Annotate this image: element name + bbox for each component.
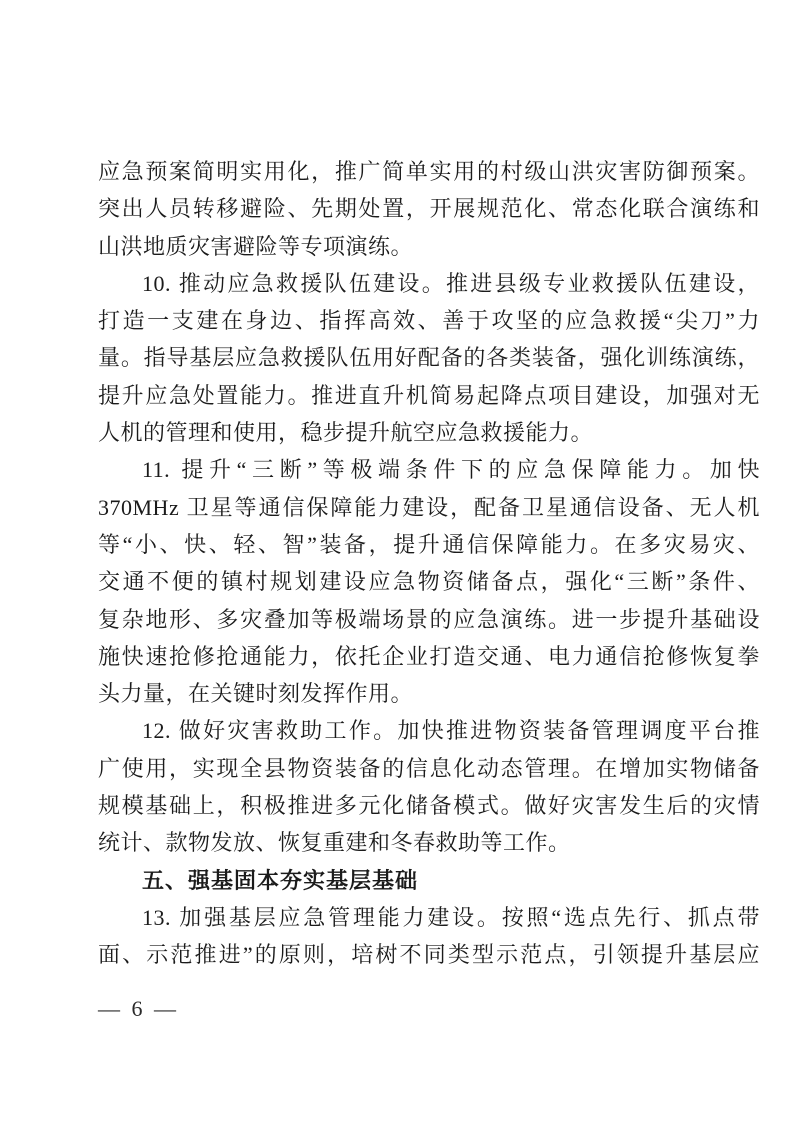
text-line: 11. 提升“三断”等极端条件下的应急保障能力。加快 [142,457,760,483]
text-line: 突出人员转移避险、先期处置，开展规范化、常态化联合演练和 [98,196,760,222]
text-line: 面、示范推进”的原则，培树不同类型示范点，引领提升基层应 [98,942,760,968]
text-line: 打造一支建在身边、指挥高效、善于攻坚的应急救援“尖刀”力 [98,308,760,334]
text-line: 复杂地形、多灾叠加等极端场景的应急演练。进一步提升基础设 [98,606,760,632]
text-line: 头力量，在关键时刻发挥作用。 [98,681,414,707]
text-line: 规模基础上，积极推进多元化储备模式。做好灾害发生后的灾情 [98,793,760,819]
page-number: — 6 — [98,996,179,1021]
text-line: 提升应急处置能力。推进直升机简易起降点项目建设，加强对无 [98,382,760,408]
text-line: 交通不便的镇村规划建设应急物资储备点，强化“三断”条件、 [98,569,760,595]
text-line: 统计、款物发放、恢复重建和冬春救助等工作。 [98,830,571,856]
text-line: 等“小、快、轻、智”装备，提升通信保障能力。在多灾易灾、 [98,531,760,557]
text-line: 广使用，实现全县物资装备的信息化动态管理。在增加实物储备 [98,755,760,781]
text-line: 370MHz 卫星等通信保障能力建设，配备卫星通信设备、无人机 [98,494,760,520]
document-text [98,153,760,974]
text-line: 人机的管理和使用，稳步提升航空应急救援能力。 [98,420,594,446]
text-line: 应急预案简明实用化，推广简单实用的村级山洪灾害防御预案。 [98,159,760,184]
text-line: 13. 加强基层应急管理能力建设。按照“选点先行、抓点带 [142,904,760,930]
text-line: 施快速抢修抢通能力，依托企业打造交通、电力通信抢修恢复拳 [98,643,760,669]
text-line: 量。指导基层应急救援队伍用好配备的各类装备，强化训练演练， [98,345,760,371]
text-line: 10. 推动应急救援队伍建设。推进县级专业救援队伍建设， [142,270,760,296]
text-line: 12. 做好灾害救助工作。加快推进物资装备管理调度平台推 [142,718,760,744]
text-line: 山洪地质灾害避险等专项演练。 [98,233,414,259]
section-heading: 五、强基固本夯实基层基础 [142,867,419,893]
